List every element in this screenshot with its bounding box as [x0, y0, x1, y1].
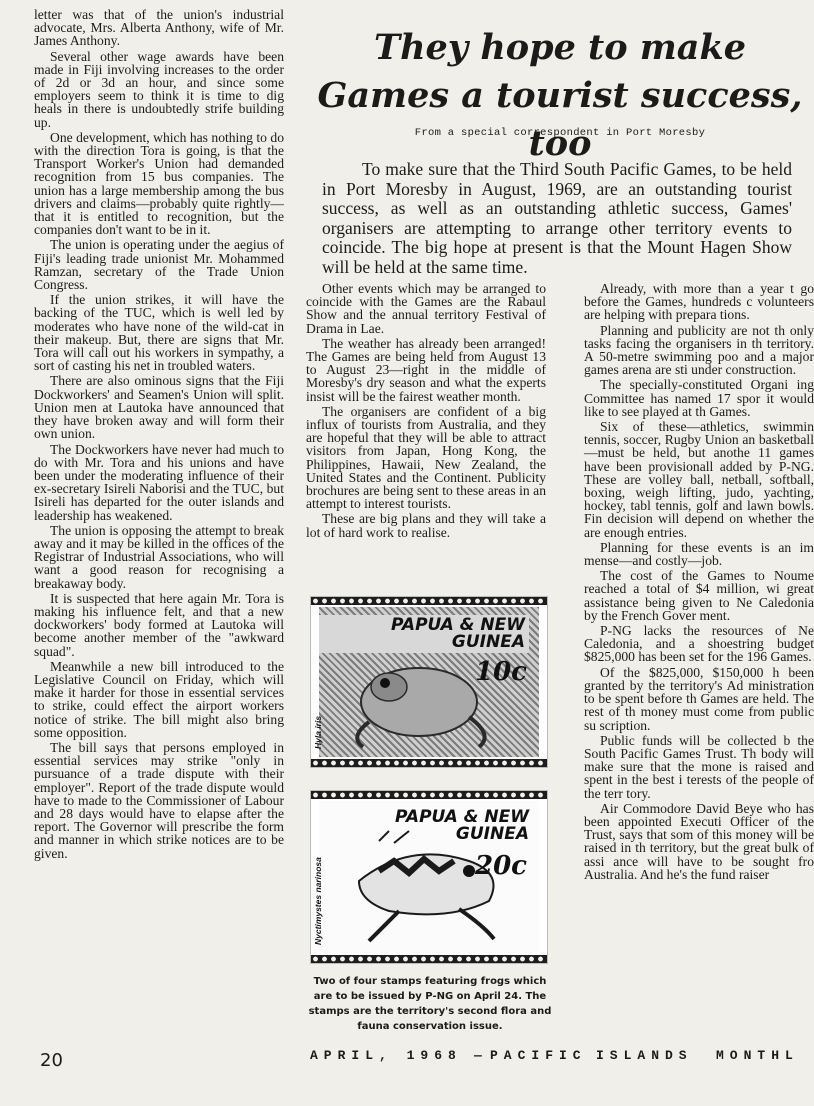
- paragraph: The weather has already been arranged! The Games are being held from August 13 to August 23—right in the middle of Moresby's dry season and what the experts insist will be the fairest weather month.: [306, 335, 546, 404]
- stamp-perforation: [311, 759, 547, 767]
- paragraph: The specially-constituted Organi ing Committee has named 17 spor it would like to see played at th Games.: [584, 377, 814, 419]
- footer-publication-monthly: MONTHL: [716, 1048, 799, 1063]
- page-number: 20: [40, 1050, 63, 1071]
- right-column: [584, 282, 814, 883]
- stamp-country: PAPUA & NEW GUINEA: [395, 807, 529, 844]
- stamp-value: 20c: [474, 851, 527, 881]
- article-byline: From a special correspondent in Port Moresby: [414, 127, 706, 139]
- stamp-species: Nyctimystes narinosa: [313, 857, 323, 945]
- paragraph: The union is opposing the attempt to break away and it may be killed in the offices of the Registrar of Industrial Associations, who will want a good reason for recognising a breakaway body.: [34, 522, 284, 591]
- paragraph: Several other wage awards have been made in Fiji involving increases to the order of 2d or 3d an hour, and since some employers seem to think it is time to dig heals in there is undoubtedly strife building up.: [34, 48, 284, 130]
- paragraph: Six of these—athletics, swimmin tennis, soccer, Rugby Union an basketball—must be held, but anothe 11 games have been provisionall added by P-NG. These are volley ball, netball, softball, boxing, weigh lifting, judo, yachting, hockey, tabl tennis, golf and lawn bowls. Fin decision will depend on whether the are enough entries.: [584, 419, 814, 540]
- stamp-value: 10c: [474, 657, 527, 687]
- paragraph: Other events which may be arranged to coincide with the Games are the Rabaul Show and the annual territory Festival of Drama in Lae.: [306, 281, 546, 336]
- paragraph: P-NG lacks the resources of Ne Caledonia, and a shoestring budget $825,000 has been set for the 196 Games.: [584, 623, 814, 665]
- paragraph: The cost of the Games to Noume reached a total of $4 million, wi great assistance being given to Ne Caledonia by the French Gover ment.: [584, 568, 814, 623]
- paragraph: Already, with more than a year t go before the Games, hundreds c volunteers are helping with prepara tions.: [584, 281, 814, 323]
- paragraph: If the union strikes, it will have the backing of the TUC, which is well led by moderates who have none of the wild-cat in their makeup. But, there are signs that Mr. Tora will call out his workers in sympathy, a sort of casting his net in troubled waters.: [34, 292, 284, 374]
- paragraph: Planning and publicity are not th only tasks facing the organisers in th territory. A 50-metre swimming poo and a major games arena are sti under construction.: [584, 322, 814, 378]
- article-headline: They hope to make Games a tourist success, too: [317, 27, 803, 164]
- paragraph: Planning for these events is an im mense—and costly—job.: [584, 539, 814, 569]
- stamp-perforation: [311, 955, 547, 963]
- footer-publication-pacific: PACIFIC: [490, 1048, 587, 1063]
- stamp-perforation: [311, 597, 547, 605]
- paragraph: letter was that of the union's industrial advocate, Mrs. Alberta Anthony, wife of Mr. James Anthony.: [34, 7, 284, 49]
- paragraph: The organisers are confident of a big influx of tourists from Australia, and they are hopeful that they will be able to attract visitors from Japan, Hong Kong, the Philippines, Hawaii, New Zealand, the United States and the Continent. Publicity brochures are being sent to these areas in an attempt to interest tourists.: [306, 403, 546, 512]
- paragraph: One development, which has nothing to do with the direction Tora is going, is that the Transport Worker's Union had demanded recognition from 15 bus companies. The union has a large membership among the bus drivers and claims—probably quite rightly— that it is entitled to recognition, but the companies don't want to be in it.: [34, 129, 284, 238]
- paragraph: Air Commodore David Beye who has been appointed Executi Officer of the Trust, says that som of this money will be raised in th territory, but the great bulk of assi ance will have to be sought fro Australia. And he's the fund raiser: [584, 800, 814, 882]
- stamp-caption: Two of four stamps featuring frogs which are to be issued by P-NG on April 24. The stamps are the territory's second flora and fauna conservation issue.: [308, 976, 552, 1032]
- stamp-species: Hyla iris: [313, 715, 323, 749]
- frog-stamp-20c: [310, 790, 548, 964]
- footer-publication-islands: ISLANDS: [596, 1048, 693, 1063]
- stamp-perforation: [311, 791, 547, 799]
- article-lede: To make sure that the Third South Pacific Games, to be held in Port Moresby in August, 1969, are an outstanding tourist success, as well as an outstanding athletic success, Games' organisers are attempting to arrange other territory events to coincide. The big hope at present is that the Mount Hagen Show will be held at the same time.: [322, 159, 792, 277]
- paragraph: The Dockworkers have never had much to do with Mr. Tora and his unions and have been under the moderating influence of their ex-secretary Isireli Naborisi and the TUC, but Isireli has departed for the outer islands and leadership has weakened.: [34, 441, 284, 523]
- left-column: [34, 8, 284, 862]
- paragraph: The bill says that persons employed in essential services may strike "only in pursuance of a trade dispute with their employer". Report of the trade dispute would have to made to the Commissioner of Labour and 28 days would have to elapse after the report. The Governor will prescribe the form and manner in which strike notices are to be given.: [34, 739, 284, 861]
- paragraph: There are also ominous signs that the Fiji Dockworkers' and Seamen's Union will split. Union men at Lautoka have announced that they have broken away and will form their own union.: [34, 373, 284, 442]
- paragraph: The union is operating under the aegius of Fiji's leading trade unionist Mr. Mohammed Ramzan, secretary of the Trade Union Congress.: [34, 237, 284, 293]
- paragraph: Of the $825,000, $150,000 h been granted by the territory's Ad ministration to be spent before th Games are held. The rest of th money must come from public su scription.: [584, 664, 814, 733]
- footer-date: APRIL, 1968: [310, 1048, 462, 1063]
- middle-column: [306, 282, 546, 541]
- stamp-country: PAPUA & NEW GUINEA: [319, 615, 529, 653]
- paragraph: It is suspected that here again Mr. Tora is making his influence felt, and that a new dockworkers' body formed at Lautoka will become another member of the "awkward squad".: [34, 590, 284, 659]
- paragraph: Meanwhile a new bill introduced to the Legislative Council on Friday, which will make it harder for those in essential services to strike, could effect the airport workers notice of strike. The bill might also bring some opposition.: [34, 658, 284, 740]
- frog-stamp-10c: [310, 596, 548, 768]
- footer-dash: —: [474, 1048, 482, 1063]
- paragraph: Public funds will be collected b the South Pacific Games Trust. Th body will make sure that the mone is raised and spent in the best i terests of the people of the terr tory.: [584, 732, 814, 801]
- paragraph: These are big plans and they will take a lot of hard work to realise.: [306, 511, 546, 540]
- stamp-image: [313, 607, 539, 757]
- stamp-image: [313, 801, 539, 953]
